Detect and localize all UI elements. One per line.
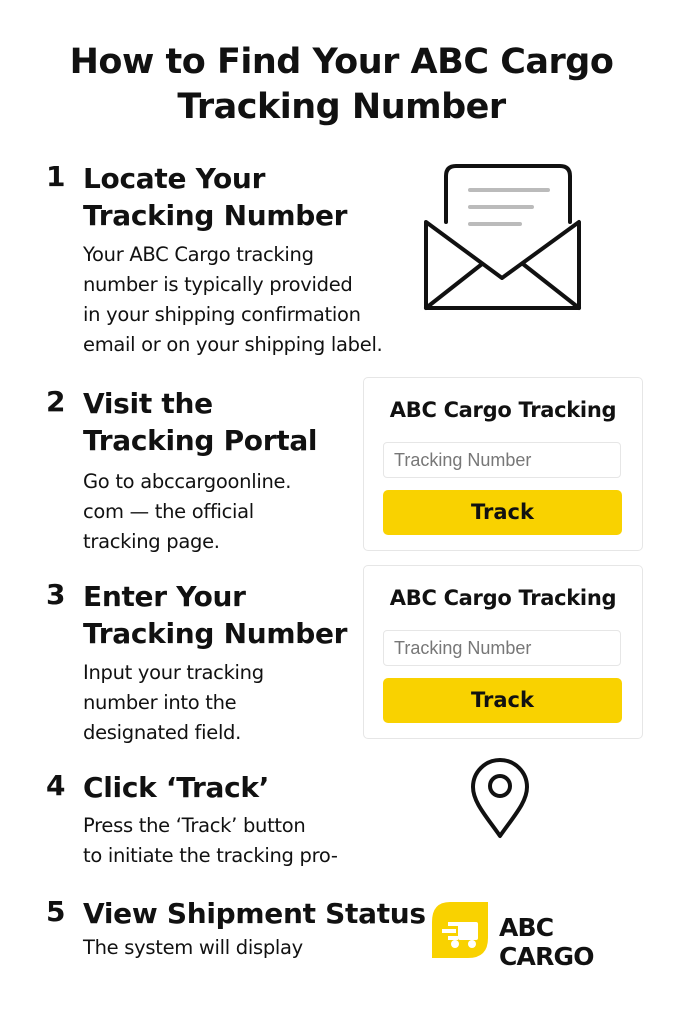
step-heading: Locate Your Tracking Number — [83, 162, 348, 232]
step-number: 4 — [46, 769, 66, 802]
card-title: ABC Cargo Tracking — [389, 398, 617, 422]
envelope-icon — [420, 160, 585, 315]
step-description: Your ABC Cargo tracking number is typically provided in your shipping confirmation email or on your shipping label. — [83, 243, 383, 356]
step-description: Go to abccargoonline. com — the official tracking page. — [83, 470, 292, 553]
card-title: ABC Cargo Tracking — [389, 586, 617, 610]
step-number: 1 — [46, 160, 66, 193]
step-number: 2 — [46, 385, 66, 418]
tracking-card — [363, 377, 643, 551]
abc-cargo-logo — [430, 900, 645, 971]
page-title: How to Find Your ABC Cargo Tracking Number — [69, 42, 614, 127]
step-description: Press the ‘Track’ button to initiate the tracking pro- — [83, 814, 338, 867]
tracking-card — [363, 565, 643, 739]
step-heading: Visit the Tracking Portal — [83, 387, 318, 457]
track-button[interactable]: Track — [383, 490, 622, 535]
step-description: The system will display — [83, 936, 303, 959]
step-number: 5 — [46, 895, 66, 928]
tracking-number-input[interactable]: Tracking Number — [383, 630, 621, 666]
track-button[interactable]: Track — [383, 678, 622, 723]
step-heading: Enter Your Tracking Number — [83, 580, 348, 650]
delivery-truck-icon — [430, 900, 490, 960]
tracking-number-input[interactable]: Tracking Number — [383, 442, 621, 478]
location-pin-icon — [468, 758, 532, 840]
step-heading: Click ‘Track’ — [83, 771, 270, 804]
logo-text: ABC CARGO — [499, 913, 594, 971]
step-description: Input your tracking number into the designated field. — [83, 661, 264, 744]
step-number: 3 — [46, 578, 66, 611]
step-heading: View Shipment Status — [83, 897, 426, 930]
